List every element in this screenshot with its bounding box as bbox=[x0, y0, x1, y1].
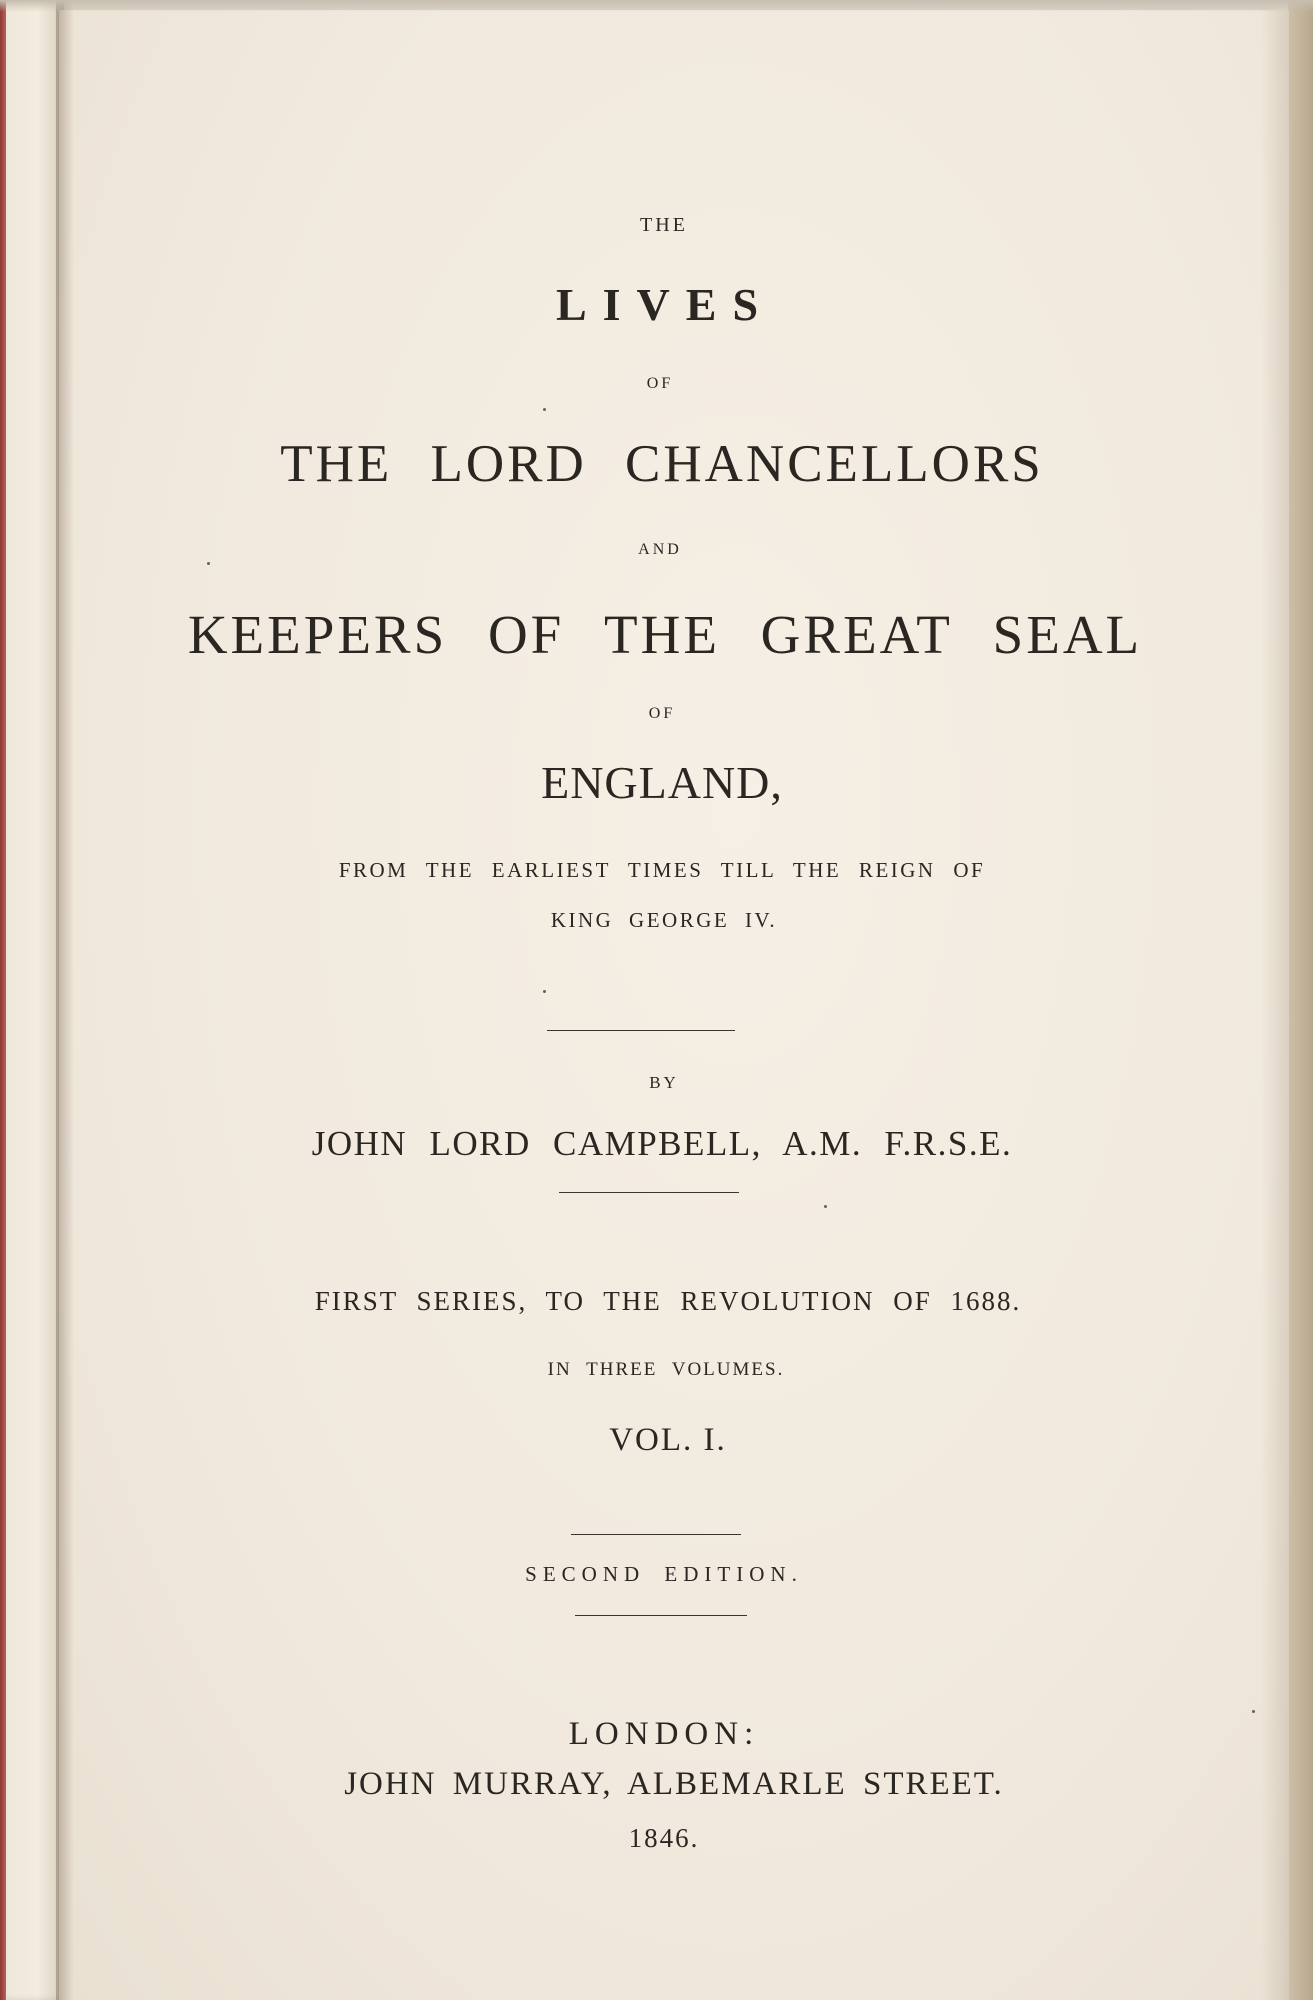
title-england: ENGLAND, bbox=[541, 757, 783, 808]
imprint-publisher: JOHN MURRAY, ALBEMARLE STREET. bbox=[344, 1766, 1004, 1802]
top-shadow bbox=[0, 0, 1313, 12]
author-name: JOHN LORD CAMPBELL, A.M. F.R.S.E. bbox=[311, 1124, 1013, 1163]
divider-rule bbox=[571, 1534, 741, 1535]
gutter-shadow bbox=[56, 0, 74, 2000]
subtitle-from: FROM THE EARLIEST TIMES TILL THE REIGN OF bbox=[338, 858, 986, 882]
title-page bbox=[58, 10, 1289, 2000]
paper-speck bbox=[543, 990, 546, 993]
title-keepers: KEEPERS OF THE GREAT SEAL bbox=[187, 604, 1143, 665]
paper-speck bbox=[824, 1205, 827, 1208]
divider-rule bbox=[559, 1192, 739, 1193]
imprint-year: 1846. bbox=[628, 1823, 700, 1853]
title-of: OF bbox=[646, 375, 674, 392]
title-lives: LIVES bbox=[555, 279, 775, 330]
title-the: THE bbox=[640, 214, 688, 236]
divider-rule bbox=[547, 1030, 735, 1031]
paper-speck bbox=[543, 408, 546, 411]
volume-number: VOL. I. bbox=[609, 1422, 727, 1458]
paper-speck bbox=[1252, 1710, 1255, 1713]
title-of-second: OF bbox=[648, 705, 676, 722]
paper-speck bbox=[207, 562, 210, 565]
title-and: AND bbox=[638, 541, 682, 558]
edition-line: SECOND EDITION. bbox=[525, 1562, 803, 1586]
by-label: BY bbox=[649, 1073, 679, 1092]
subtitle-king: KING GEORGE IV. bbox=[550, 908, 778, 932]
imprint-place: LONDON: bbox=[568, 1716, 760, 1752]
divider-rule bbox=[575, 1615, 747, 1616]
fore-edge bbox=[1288, 0, 1313, 2000]
title-chancellors: THE LORD CHANCELLORS bbox=[280, 435, 1044, 493]
series-line: FIRST SERIES, TO THE REVOLUTION OF 1688. bbox=[314, 1286, 1022, 1316]
volumes-line: IN THREE VOLUMES. bbox=[547, 1359, 785, 1380]
